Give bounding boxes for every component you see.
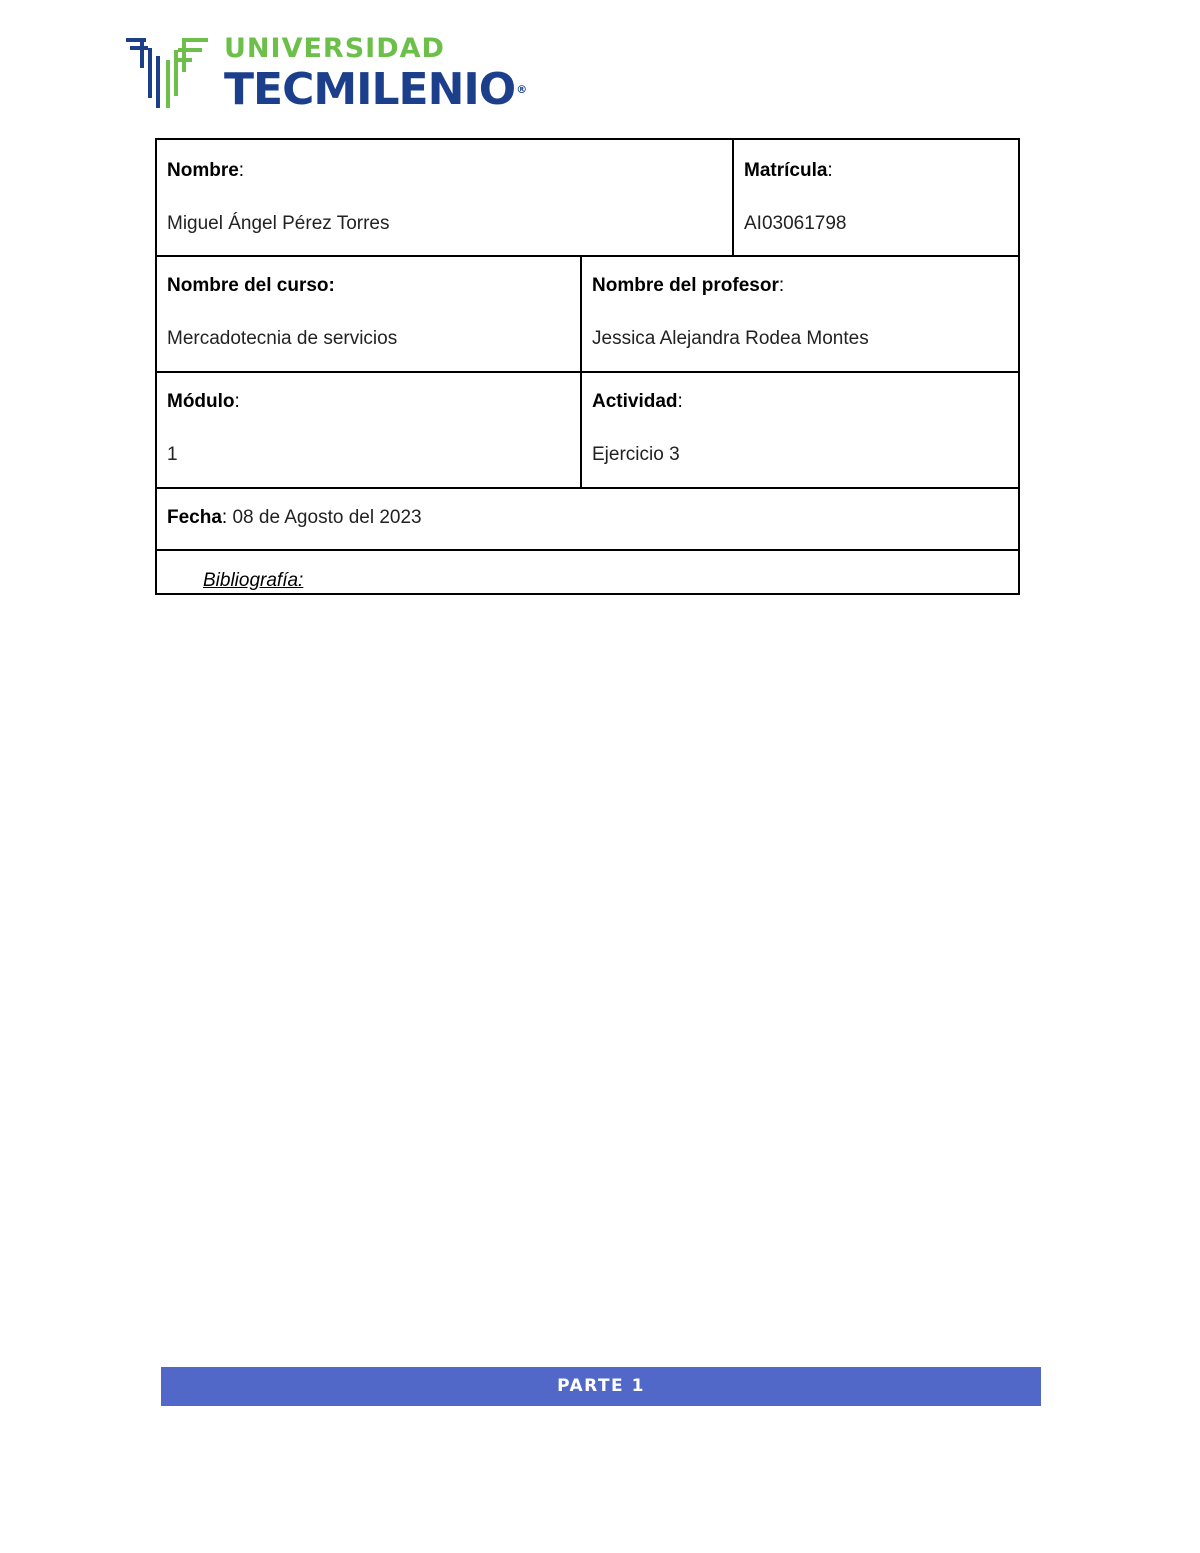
matricula-value: AI03061798 [744,213,847,234]
row-nombre-matricula [157,140,1018,257]
registered-mark: ® [516,83,528,96]
cell-matricula [734,140,1018,255]
actividad-value: Ejercicio 3 [592,444,680,465]
section-banner: PARTE 1 [161,1367,1041,1406]
logo-text-tecmilenio-main: TECMILENIO [224,64,516,115]
tecmilenio-logo-icon [126,34,212,110]
fecha-value: 08 de Agosto del 2023 [232,507,422,528]
profesor-value: Jessica Alejandra Rodea Montes [592,328,869,349]
curso-label: Nombre del curso: [167,275,335,296]
row-fecha [157,487,1018,551]
curso-value: Mercadotecnia de servicios [167,328,398,349]
nombre-value: Miguel Ángel Pérez Torres [167,213,390,234]
row-curso-profesor [157,255,1018,373]
logo-text-tecmilenio [224,66,527,114]
row-bibliografia [157,551,1018,593]
modulo-value: 1 [167,444,178,465]
actividad-label: Actividad: [592,391,683,412]
fecha-label: Fecha: 08 de Agosto del 2023 [167,507,422,528]
row-modulo-actividad [157,371,1018,489]
cell-actividad [582,371,1018,487]
cell-nombre [157,140,734,255]
modulo-label: Módulo: [167,391,240,412]
cell-curso [157,255,582,371]
university-logo [126,34,546,114]
matricula-label: Matrícula: [744,160,833,181]
cell-profesor [582,255,1018,371]
cell-modulo [157,371,582,487]
nombre-label: Nombre: [167,160,245,181]
profesor-label: Nombre del profesor: [592,275,785,296]
logo-text-universidad: UNIVERSIDAD [224,33,445,64]
bibliografia-label: Bibliografía: [203,570,304,591]
student-info-table [155,138,1020,595]
